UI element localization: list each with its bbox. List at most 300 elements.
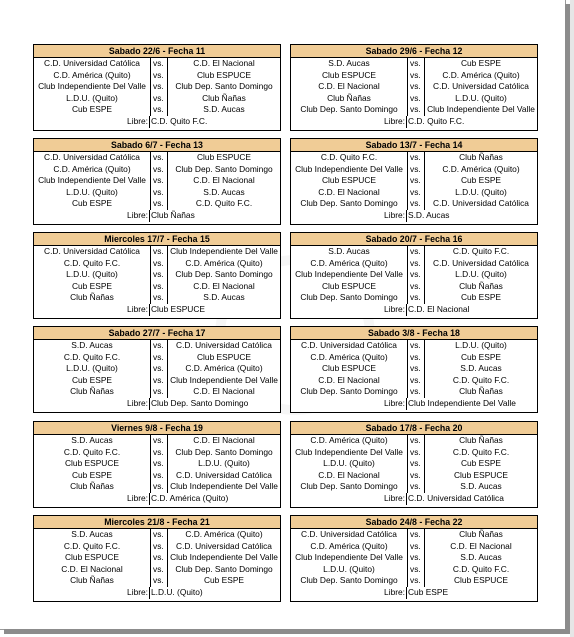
vs-label: vs. <box>151 352 168 364</box>
away-team: Club Ñañas <box>459 152 503 162</box>
home-team: C.D. América (Quito) <box>291 541 408 553</box>
home-team: S.D. Aucas <box>34 435 151 447</box>
match-row <box>291 458 537 470</box>
home-team: Club Independiente Del Valle <box>291 552 408 564</box>
libre-team: Club Ñañas <box>151 209 195 220</box>
libre-label: Libre: <box>34 210 150 222</box>
away-team: C.D. El Nacional <box>193 280 255 291</box>
vs-label: vs. <box>151 386 168 398</box>
away-team: Club Independiente Del Valle <box>170 374 278 385</box>
libre-team: C.D. América (Quito) <box>151 492 229 503</box>
vs-label: vs. <box>151 481 168 493</box>
libre-label: Libre: <box>34 493 150 505</box>
match-row <box>291 340 537 352</box>
match-row <box>291 363 537 375</box>
home-team: Cub ESPE <box>34 104 151 116</box>
libre-row <box>291 210 537 222</box>
home-team: C.D. América (Quito) <box>291 258 408 270</box>
fixture-block <box>290 326 538 413</box>
home-team: L.D.U. (Quito) <box>34 93 151 105</box>
vs-label: vs. <box>408 386 425 398</box>
libre-team: Cub ESPE <box>408 586 449 597</box>
vs-label: vs. <box>151 552 168 564</box>
home-team: Cub ESPE <box>34 198 151 210</box>
away-team: Cub ESPE <box>460 458 502 469</box>
away-team: Club Independiente Del Valle <box>170 552 278 563</box>
home-team: C.D. América (Quito) <box>291 352 408 364</box>
libre-row <box>34 210 280 222</box>
away-team: C.D. El Nacional <box>193 435 255 445</box>
away-team: Club Ñañas <box>459 435 503 445</box>
away-team: C.D. Universidad Católica <box>433 198 529 209</box>
fixture-block <box>290 232 538 319</box>
vs-label: vs. <box>408 375 425 387</box>
vs-label: vs. <box>408 58 425 70</box>
fixture-title: Sabado 17/8 - Fecha 20 <box>291 422 537 435</box>
match-row <box>291 70 537 82</box>
away-team: S.D. Aucas <box>460 552 502 563</box>
vs-label: vs. <box>151 58 168 70</box>
match-row <box>291 292 537 304</box>
away-team: Club Dep. Santo Domingo <box>175 269 273 280</box>
fixture-title: Sabado 24/8 - Fecha 22 <box>291 516 537 529</box>
home-team: C.D. Quito F.C. <box>291 152 408 164</box>
vs-label: vs. <box>408 258 425 270</box>
vs-label: vs. <box>151 258 168 270</box>
vs-label: vs. <box>408 481 425 493</box>
away-team: Club ESPUCE <box>454 575 508 586</box>
match-row <box>291 187 537 199</box>
home-team: C.D. El Nacional <box>34 564 151 576</box>
home-team: Club Ñañas <box>34 386 151 398</box>
libre-row <box>291 116 537 128</box>
home-team: Club Independiente Del Valle <box>34 175 151 187</box>
fixture-title: Miercoles 21/8 - Fecha 21 <box>34 516 280 529</box>
away-team: Cub ESPE <box>460 58 502 68</box>
vs-label: vs. <box>151 70 168 82</box>
vs-label: vs. <box>408 529 425 541</box>
match-row <box>34 70 280 82</box>
away-team: S.D. Aucas <box>460 363 502 374</box>
libre-label: Libre: <box>291 398 407 410</box>
away-team: Club Dep. Santo Domingo <box>175 163 273 174</box>
match-row <box>291 152 537 164</box>
away-team: L.D.U. (Quito) <box>455 340 507 350</box>
home-team: C.D. El Nacional <box>291 187 408 199</box>
libre-team: S.D. Aucas <box>408 209 450 220</box>
home-team: C.D. Universidad Católica <box>34 152 151 164</box>
home-team: C.D. América (Quito) <box>34 70 151 82</box>
libre-label: Libre: <box>291 587 407 599</box>
vs-label: vs. <box>408 81 425 93</box>
vs-label: vs. <box>408 281 425 293</box>
home-team: Club ESPUCE <box>291 70 408 82</box>
fixture-title: Sabado 3/8 - Fecha 18 <box>291 327 537 340</box>
libre-label: Libre: <box>34 587 150 599</box>
away-team: C.D. América (Quito) <box>185 529 263 539</box>
libre-row <box>291 304 537 316</box>
home-team: Cub ESPE <box>34 470 151 482</box>
libre-team: C.D. El Nacional <box>408 303 470 314</box>
fixture-title: Sabado 20/7 - Fecha 16 <box>291 233 537 246</box>
match-row <box>291 58 537 70</box>
fixture-block <box>33 232 281 319</box>
match-row <box>34 575 280 587</box>
match-row <box>291 258 537 270</box>
away-team: S.D. Aucas <box>460 481 502 492</box>
libre-label: Libre: <box>291 304 407 316</box>
home-team: Club Dep. Santo Domingo <box>291 292 408 304</box>
match-row <box>34 564 280 576</box>
libre-label: Libre: <box>34 304 150 316</box>
away-team: L.D.U. (Quito) <box>198 458 250 469</box>
vs-label: vs. <box>151 292 168 304</box>
match-row <box>291 81 537 93</box>
libre-team: C.D. Quito F.C. <box>408 115 465 126</box>
vs-label: vs. <box>151 198 168 210</box>
vs-label: vs. <box>408 152 425 164</box>
home-team: Club Dep. Santo Domingo <box>291 481 408 493</box>
away-team: Club Ñañas <box>459 386 503 397</box>
home-team: Club Dep. Santo Domingo <box>291 104 408 116</box>
match-row <box>34 375 280 387</box>
vs-label: vs. <box>408 93 425 105</box>
fixture-title: Sabado 13/7 - Fecha 14 <box>291 139 537 152</box>
away-team: Club ESPUCE <box>197 69 251 80</box>
away-team: L.D.U. (Quito) <box>455 186 507 197</box>
home-team: C.D. América (Quito) <box>291 435 408 447</box>
match-row <box>291 552 537 564</box>
away-team: C.D. América (Quito) <box>442 69 520 80</box>
match-row <box>34 481 280 493</box>
match-row <box>291 529 537 541</box>
home-team: Club Ñañas <box>291 93 408 105</box>
fixture-title: Miercoles 17/7 - Fecha 15 <box>34 233 280 246</box>
home-team: C.D. Quito F.C. <box>34 447 151 459</box>
libre-row <box>291 493 537 505</box>
home-team: Club ESPUCE <box>34 458 151 470</box>
match-row <box>291 164 537 176</box>
vs-label: vs. <box>408 70 425 82</box>
fixture-block <box>290 44 538 131</box>
match-row <box>291 447 537 459</box>
away-team: Club Independiente Del Valle <box>427 104 535 115</box>
vs-label: vs. <box>151 435 168 447</box>
away-team: S.D. Aucas <box>203 186 245 197</box>
vs-label: vs. <box>151 104 168 116</box>
home-team: L.D.U. (Quito) <box>291 564 408 576</box>
match-row <box>291 281 537 293</box>
libre-team: Club Dep. Santo Domingo <box>151 397 249 408</box>
vs-label: vs. <box>151 164 168 176</box>
match-row <box>291 481 537 493</box>
match-row <box>291 575 537 587</box>
vs-label: vs. <box>151 81 168 93</box>
home-team: L.D.U. (Quito) <box>34 187 151 199</box>
match-row <box>34 352 280 364</box>
match-row <box>34 187 280 199</box>
fixture-block <box>33 326 281 413</box>
away-team: Club Dep. Santo Domingo <box>175 563 273 574</box>
libre-row <box>34 398 280 410</box>
home-team: L.D.U. (Quito) <box>291 458 408 470</box>
match-row <box>291 93 537 105</box>
away-team: Cub ESPE <box>203 575 245 586</box>
home-team: C.D. El Nacional <box>291 375 408 387</box>
match-row <box>34 529 280 541</box>
away-team: C.D. El Nacional <box>193 386 255 397</box>
match-row <box>34 58 280 70</box>
vs-label: vs. <box>408 198 425 210</box>
vs-label: vs. <box>408 292 425 304</box>
match-row <box>291 541 537 553</box>
vs-label: vs. <box>408 363 425 375</box>
match-row <box>291 386 537 398</box>
away-team: Cub ESPE <box>460 351 502 362</box>
home-team: C.D. Universidad Católica <box>291 340 408 352</box>
match-row <box>291 375 537 387</box>
page-shadow-bottom <box>4 629 570 634</box>
match-row <box>34 269 280 281</box>
vs-label: vs. <box>408 552 425 564</box>
vs-label: vs. <box>408 447 425 459</box>
vs-label: vs. <box>408 340 425 352</box>
match-row <box>291 246 537 258</box>
home-team: Club ESPUCE <box>34 552 151 564</box>
match-row <box>34 258 280 270</box>
home-team: S.D. Aucas <box>34 529 151 541</box>
vs-label: vs. <box>151 447 168 459</box>
match-row <box>34 435 280 447</box>
away-team: Club Dep. Santo Domingo <box>175 446 273 457</box>
away-team: Club Dep. Santo Domingo <box>175 81 273 92</box>
match-row <box>34 104 280 116</box>
away-team: Club Ñañas <box>202 92 246 103</box>
libre-team: Club ESPUCE <box>151 303 205 314</box>
match-row <box>34 246 280 258</box>
libre-team: C.D. Universidad Católica <box>408 492 504 503</box>
fixture-block <box>33 138 281 225</box>
home-team: S.D. Aucas <box>291 58 408 70</box>
match-row <box>291 435 537 447</box>
scrollbar-track[interactable] <box>570 0 574 637</box>
vs-label: vs. <box>151 375 168 387</box>
vs-label: vs. <box>408 164 425 176</box>
libre-label: Libre: <box>291 493 407 505</box>
away-team: Club ESPUCE <box>197 351 251 362</box>
vs-label: vs. <box>151 93 168 105</box>
home-team: Club Independiente Del Valle <box>291 269 408 281</box>
vs-label: vs. <box>151 470 168 482</box>
vs-label: vs. <box>151 246 168 258</box>
vs-label: vs. <box>151 564 168 576</box>
libre-team: L.D.U. (Quito) <box>151 586 203 597</box>
home-team: C.D. Universidad Católica <box>34 58 151 70</box>
match-row <box>34 458 280 470</box>
vs-label: vs. <box>151 281 168 293</box>
home-team: C.D. El Nacional <box>291 81 408 93</box>
fixture-title: Sabado 27/7 - Fecha 17 <box>34 327 280 340</box>
match-row <box>34 363 280 375</box>
home-team: C.D. Quito F.C. <box>34 352 151 364</box>
match-row <box>291 564 537 576</box>
away-team: C.D. Universidad Católica <box>176 469 272 480</box>
home-team: L.D.U. (Quito) <box>34 269 151 281</box>
away-team: Club Ñañas <box>459 529 503 539</box>
away-team: C.D. El Nacional <box>193 58 255 68</box>
home-team: Club ESPUCE <box>291 281 408 293</box>
away-team: C.D. Quito F.C. <box>452 374 510 385</box>
away-team: Club Independiente Del Valle <box>170 246 278 256</box>
vs-label: vs. <box>408 575 425 587</box>
vs-label: vs. <box>408 352 425 364</box>
home-team: S.D. Aucas <box>291 246 408 258</box>
home-team: Club Independiente Del Valle <box>34 81 151 93</box>
vs-label: vs. <box>151 363 168 375</box>
match-row <box>291 198 537 210</box>
fixture-block <box>33 44 281 131</box>
match-row <box>34 152 280 164</box>
vs-label: vs. <box>151 458 168 470</box>
match-row <box>291 352 537 364</box>
match-row <box>34 81 280 93</box>
home-team: Club ESPUCE <box>291 363 408 375</box>
vs-label: vs. <box>408 564 425 576</box>
vs-label: vs. <box>408 269 425 281</box>
home-team: C.D. Quito F.C. <box>34 258 151 270</box>
libre-team: C.D. Quito F.C. <box>151 115 208 126</box>
home-team: L.D.U. (Quito) <box>34 363 151 375</box>
vs-label: vs. <box>151 340 168 352</box>
vs-label: vs. <box>408 175 425 187</box>
vs-label: vs. <box>408 435 425 447</box>
away-team: Club Independiente Del Valle <box>170 481 278 492</box>
fixture-title: Viernes 9/8 - Fecha 19 <box>34 422 280 435</box>
vs-label: vs. <box>408 104 425 116</box>
libre-team: Club Independiente Del Valle <box>408 397 516 408</box>
away-team: C.D. Universidad Católica <box>433 81 529 92</box>
away-team: C.D. Universidad Católica <box>433 257 529 268</box>
home-team: Club Ñañas <box>34 575 151 587</box>
vs-label: vs. <box>408 246 425 258</box>
away-team: C.D. América (Quito) <box>442 163 520 174</box>
home-team: Club Dep. Santo Domingo <box>291 575 408 587</box>
fixture-title: Sabado 22/6 - Fecha 11 <box>34 45 280 58</box>
away-team: C.D. América (Quito) <box>185 363 263 374</box>
away-team: C.D. El Nacional <box>450 540 512 551</box>
home-team: Club Dep. Santo Domingo <box>291 198 408 210</box>
match-row <box>34 93 280 105</box>
away-team: S.D. Aucas <box>203 104 245 115</box>
home-team: C.D. El Nacional <box>291 470 408 482</box>
home-team: Club Ñañas <box>34 292 151 304</box>
match-row <box>34 292 280 304</box>
home-team: Cub ESPE <box>34 281 151 293</box>
libre-row <box>34 116 280 128</box>
match-row <box>34 340 280 352</box>
match-row <box>34 386 280 398</box>
away-team: C.D. América (Quito) <box>185 257 263 268</box>
away-team: L.D.U. (Quito) <box>455 269 507 280</box>
match-row <box>34 164 280 176</box>
libre-row <box>291 587 537 599</box>
home-team: C.D. Quito F.C. <box>34 541 151 553</box>
vs-label: vs. <box>151 175 168 187</box>
fixture-block <box>33 421 281 508</box>
libre-label: Libre: <box>34 398 150 410</box>
match-row <box>34 470 280 482</box>
match-row <box>291 104 537 116</box>
home-team: C.D. Universidad Católica <box>291 529 408 541</box>
home-team: S.D. Aucas <box>34 340 151 352</box>
vs-label: vs. <box>151 152 168 164</box>
match-row <box>34 198 280 210</box>
home-team: Cub ESPE <box>34 375 151 387</box>
match-row <box>291 269 537 281</box>
away-team: C.D. Quito F.C. <box>452 563 510 574</box>
fixture-block <box>290 138 538 225</box>
fixture-title: Sabado 29/6 - Fecha 12 <box>291 45 537 58</box>
fixture-title: Sabado 6/7 - Fecha 13 <box>34 139 280 152</box>
home-team: Club Independiente Del Valle <box>291 447 408 459</box>
fixture-block <box>290 515 538 602</box>
away-team: C.D. Quito F.C. <box>195 198 253 209</box>
away-team: C.D. Universidad Católica <box>176 340 272 350</box>
away-team: Cub ESPE <box>460 292 502 303</box>
match-row <box>34 447 280 459</box>
away-team: C.D. Universidad Católica <box>176 540 272 551</box>
away-team: C.D. Quito F.C. <box>452 246 510 256</box>
home-team: Club Ñañas <box>34 481 151 493</box>
home-team: Club Independiente Del Valle <box>291 164 408 176</box>
home-team: Club ESPUCE <box>291 175 408 187</box>
away-team: Club Ñañas <box>459 280 503 291</box>
match-row <box>34 281 280 293</box>
vs-label: vs. <box>151 269 168 281</box>
match-row <box>34 175 280 187</box>
vs-label: vs. <box>151 541 168 553</box>
vs-label: vs. <box>151 529 168 541</box>
match-row <box>291 470 537 482</box>
libre-row <box>34 587 280 599</box>
libre-label: Libre: <box>34 116 150 128</box>
home-team: Club Dep. Santo Domingo <box>291 386 408 398</box>
home-team: C.D. América (Quito) <box>34 164 151 176</box>
match-row <box>34 541 280 553</box>
vs-label: vs. <box>151 575 168 587</box>
match-row <box>34 552 280 564</box>
away-team: L.D.U. (Quito) <box>455 92 507 103</box>
away-team: Cub ESPE <box>460 175 502 186</box>
vs-label: vs. <box>151 187 168 199</box>
fixture-block <box>33 515 281 602</box>
fixture-block <box>290 421 538 508</box>
libre-label: Libre: <box>291 210 407 222</box>
away-team: Club ESPUCE <box>197 152 251 162</box>
libre-row <box>34 493 280 505</box>
vs-label: vs. <box>408 541 425 553</box>
vs-label: vs. <box>408 187 425 199</box>
away-team: Club ESPUCE <box>454 469 508 480</box>
away-team: S.D. Aucas <box>203 292 245 303</box>
libre-row <box>291 398 537 410</box>
away-team: C.D. Quito F.C. <box>452 446 510 457</box>
match-row <box>291 175 537 187</box>
libre-row <box>34 304 280 316</box>
vs-label: vs. <box>408 470 425 482</box>
vs-label: vs. <box>408 458 425 470</box>
away-team: C.D. El Nacional <box>193 175 255 186</box>
